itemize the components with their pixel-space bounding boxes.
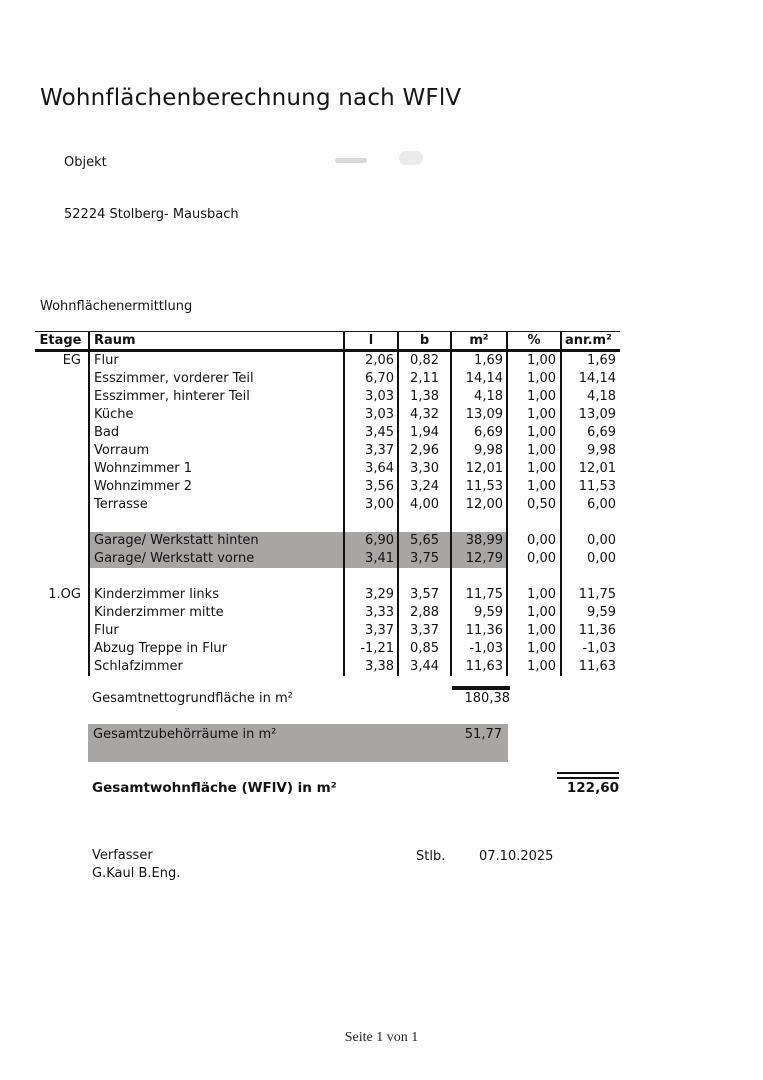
object-address: 52224 Stolberg- Mausbach [64, 207, 239, 222]
cell-l: 3,64 [343, 460, 397, 478]
cell-percent: 1,00 [506, 622, 560, 640]
auxiliary-rooms-value: 51,77 [464, 727, 502, 742]
cell-b: 2,96 [397, 442, 450, 460]
section-title: Wohnflächenermittlung [40, 299, 193, 314]
cell-m2: -1,03 [450, 640, 506, 658]
cell-m2: 12,79 [450, 550, 506, 568]
cell-percent: 1,00 [506, 640, 560, 658]
cell-l: 3,03 [343, 388, 397, 406]
column-header-etage: Etage [39, 333, 82, 348]
cell-raum: Schlafzimmer [88, 658, 343, 676]
cell-m2: 14,14 [450, 370, 506, 388]
cell-l: 3,37 [343, 622, 397, 640]
cell-percent [506, 514, 560, 532]
cell-etage [35, 406, 88, 424]
table-row [35, 604, 620, 622]
auxiliary-rooms-label: Gesamtzubehörräume in m² [93, 727, 277, 742]
table-spacer-row [35, 514, 620, 532]
page-number: Seite 1 von 1 [344, 1030, 419, 1045]
cell-percent [506, 568, 560, 586]
cell-b: 2,88 [397, 604, 450, 622]
cell-raum: Esszimmer, hinterer Teil [88, 388, 343, 406]
table-row [35, 622, 620, 640]
table-row [35, 496, 620, 514]
cell-raum: Kinderzimmer links [88, 586, 343, 604]
table-row [35, 478, 620, 496]
document-date: 07.10.2025 [479, 849, 554, 864]
cell-m2: 11,75 [450, 586, 506, 604]
cell-b: 3,24 [397, 478, 450, 496]
table-row [35, 658, 620, 676]
cell-l: 3,03 [343, 406, 397, 424]
cell-percent: 0,00 [506, 550, 560, 568]
cell-m2: 11,36 [450, 622, 506, 640]
cell-percent: 1,00 [506, 604, 560, 622]
cell-raum: Küche [88, 406, 343, 424]
cell-b: 4,32 [397, 406, 450, 424]
total-living-area-value: 122,60 [566, 780, 619, 796]
cell-m2 [450, 568, 506, 586]
cell-etage [35, 442, 88, 460]
cell-b: 3,44 [397, 658, 450, 676]
column-header-m2: m² [450, 332, 506, 349]
cell-percent: 1,00 [506, 424, 560, 442]
table-row [35, 442, 620, 460]
cell-etage [35, 388, 88, 406]
cell-raum: Abzug Treppe in Flur [88, 640, 343, 658]
cell-etage [35, 640, 88, 658]
cell-percent: 1,00 [506, 478, 560, 496]
cell-anr-m2: 9,59 [560, 604, 620, 622]
cell-anr-m2 [560, 568, 620, 586]
cell-l: 3,56 [343, 478, 397, 496]
table-header-row [35, 331, 620, 352]
cell-raum [88, 514, 343, 532]
cell-raum: Wohnzimmer 2 [88, 478, 343, 496]
cell-etage [35, 460, 88, 478]
cell-l: 3,00 [343, 496, 397, 514]
cell-etage: EG [62, 353, 81, 368]
cell-percent: 0,50 [506, 496, 560, 514]
cell-anr-m2: 0,00 [560, 532, 620, 550]
cell-percent: 0,00 [506, 532, 560, 550]
redacted-text-mark [399, 151, 423, 165]
cell-l: 3,29 [343, 586, 397, 604]
place-abbreviation: Stlb. [416, 849, 446, 864]
cell-b: 3,57 [397, 586, 450, 604]
cell-l: -1,21 [343, 640, 397, 658]
cell-anr-m2: 11,53 [560, 478, 620, 496]
cell-raum: Kinderzimmer mitte [88, 604, 343, 622]
table-body [35, 352, 620, 676]
cell-m2 [450, 514, 506, 532]
cell-m2: 11,53 [450, 478, 506, 496]
area-calculation-table [35, 331, 620, 676]
cell-percent: 1,00 [506, 586, 560, 604]
table-row [35, 550, 620, 568]
cell-raum: Garage/ Werkstatt hinten [88, 532, 343, 550]
column-header-l: l [343, 332, 397, 349]
cell-m2: 11,63 [450, 658, 506, 676]
cell-etage [35, 478, 88, 496]
total-living-area-label: Gesamtwohnfläche (WFlV) in m² [92, 780, 337, 796]
table-row [35, 460, 620, 478]
cell-b [397, 514, 450, 532]
column-header-anr-m2: anr.m² [560, 332, 620, 349]
cell-anr-m2: 11,63 [560, 658, 620, 676]
column-header-percent: % [506, 332, 560, 349]
cell-l: 3,38 [343, 658, 397, 676]
column-header-raum: Raum [88, 332, 343, 349]
cell-anr-m2: 12,01 [560, 460, 620, 478]
cell-etage [35, 550, 88, 568]
document-title: Wohnflächenberechnung nach WFlV [40, 85, 462, 111]
auxiliary-rooms-bar [88, 724, 508, 762]
cell-anr-m2: 6,00 [560, 496, 620, 514]
cell-raum: Wohnzimmer 1 [88, 460, 343, 478]
cell-anr-m2: 11,36 [560, 622, 620, 640]
cell-anr-m2: 0,00 [560, 550, 620, 568]
cell-percent: 1,00 [506, 370, 560, 388]
cell-anr-m2 [560, 514, 620, 532]
cell-anr-m2: 13,09 [560, 406, 620, 424]
table-row [35, 532, 620, 550]
cell-anr-m2: -1,03 [560, 640, 620, 658]
redacted-text-mark [335, 158, 367, 163]
cell-etage [35, 496, 88, 514]
table-row [35, 424, 620, 442]
cell-b: 5,65 [397, 532, 450, 550]
table-row [35, 640, 620, 658]
cell-l: 6,90 [343, 532, 397, 550]
cell-raum: Vorraum [88, 442, 343, 460]
cell-raum: Esszimmer, vorderer Teil [88, 370, 343, 388]
cell-anr-m2: 1,69 [560, 352, 620, 370]
author-name: G.Kaul B.Eng. [92, 866, 181, 881]
cell-percent: 1,00 [506, 352, 560, 370]
cell-l: 3,37 [343, 442, 397, 460]
column-header-b: b [397, 332, 450, 349]
cell-l: 3,41 [343, 550, 397, 568]
cell-b: 4,00 [397, 496, 450, 514]
cell-b: 1,38 [397, 388, 450, 406]
table-row [35, 352, 620, 370]
double-sum-line [557, 772, 619, 779]
cell-m2: 9,59 [450, 604, 506, 622]
table-row [35, 406, 620, 424]
cell-etage [35, 424, 88, 442]
cell-raum: Terrasse [88, 496, 343, 514]
cell-anr-m2: 4,18 [560, 388, 620, 406]
table-row [35, 586, 620, 604]
cell-l: 3,33 [343, 604, 397, 622]
cell-raum: Flur [88, 352, 343, 370]
cell-percent: 1,00 [506, 460, 560, 478]
net-floor-area-value: 180,38 [464, 691, 510, 706]
cell-anr-m2: 9,98 [560, 442, 620, 460]
cell-raum: Flur [88, 622, 343, 640]
object-label: Objekt [64, 155, 107, 170]
cell-b: 0,85 [397, 640, 450, 658]
cell-m2: 6,69 [450, 424, 506, 442]
cell-etage [35, 658, 88, 676]
cell-m2: 12,00 [450, 496, 506, 514]
cell-etage: 1.OG [48, 587, 81, 602]
cell-etage [35, 568, 88, 586]
cell-percent: 1,00 [506, 406, 560, 424]
cell-b: 3,37 [397, 622, 450, 640]
cell-etage [35, 370, 88, 388]
cell-etage [35, 514, 88, 532]
cell-m2: 9,98 [450, 442, 506, 460]
cell-anr-m2: 6,69 [560, 424, 620, 442]
cell-l: 3,45 [343, 424, 397, 442]
cell-m2: 12,01 [450, 460, 506, 478]
cell-percent: 1,00 [506, 442, 560, 460]
cell-etage [35, 622, 88, 640]
cell-m2: 1,69 [450, 352, 506, 370]
cell-b: 3,75 [397, 550, 450, 568]
net-floor-area-label: Gesamtnettogrundfläche in m² [92, 691, 293, 706]
cell-l: 2,06 [343, 352, 397, 370]
cell-anr-m2: 14,14 [560, 370, 620, 388]
cell-anr-m2: 11,75 [560, 586, 620, 604]
table-row [35, 388, 620, 406]
cell-b: 3,30 [397, 460, 450, 478]
cell-b: 2,11 [397, 370, 450, 388]
cell-l: 6,70 [343, 370, 397, 388]
cell-raum: Bad [88, 424, 343, 442]
cell-b: 0,82 [397, 352, 450, 370]
table-spacer-row [35, 568, 620, 586]
cell-m2: 4,18 [450, 388, 506, 406]
cell-percent: 1,00 [506, 658, 560, 676]
table-row [35, 370, 620, 388]
cell-etage [35, 532, 88, 550]
cell-raum: Garage/ Werkstatt vorne [88, 550, 343, 568]
cell-m2: 13,09 [450, 406, 506, 424]
cell-l [343, 514, 397, 532]
cell-raum [88, 568, 343, 586]
cell-b [397, 568, 450, 586]
cell-b: 1,94 [397, 424, 450, 442]
sum-line [452, 686, 510, 690]
cell-percent: 1,00 [506, 388, 560, 406]
cell-l [343, 568, 397, 586]
cell-etage [35, 604, 88, 622]
author-label: Verfasser [92, 848, 153, 863]
cell-m2: 38,99 [450, 532, 506, 550]
